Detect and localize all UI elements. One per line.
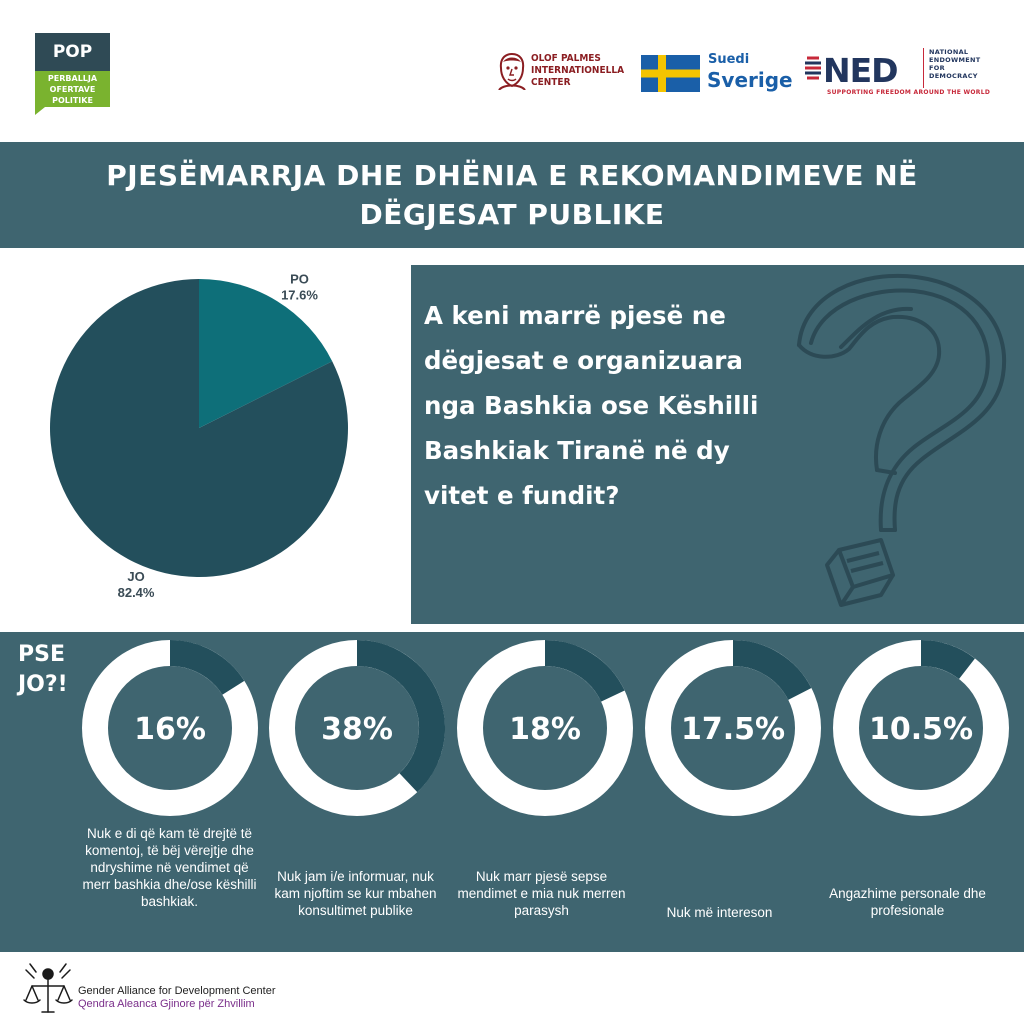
olof-palme-logo-text bbox=[531, 53, 624, 89]
reasons-title-line: PSE bbox=[18, 642, 65, 667]
donut-value-arc bbox=[545, 653, 613, 696]
pop-logo-subtitle bbox=[35, 71, 110, 107]
sweden-label-sq: Suedi bbox=[708, 52, 750, 67]
sweden-logo bbox=[641, 52, 791, 96]
pie-value-label: 17.6% bbox=[281, 287, 318, 303]
pop-logo bbox=[35, 33, 110, 113]
sweden-label-sv: Sverige bbox=[707, 68, 793, 92]
pie-category-label: JO bbox=[127, 568, 145, 584]
question-mark-icon bbox=[781, 265, 1024, 624]
ned-line: FOR bbox=[929, 64, 945, 72]
reasons-title bbox=[18, 640, 68, 700]
ned-logo bbox=[805, 46, 995, 100]
ned-line: NATIONAL bbox=[929, 48, 969, 56]
ned-globe-icon bbox=[805, 58, 821, 78]
olof-line: INTERNATIONELLA bbox=[531, 65, 625, 76]
footer bbox=[0, 952, 1024, 1024]
olof-line: OLOF PALMES bbox=[531, 53, 601, 64]
ned-divider bbox=[923, 48, 924, 88]
page-title: PJESËMARRJA DHE DHËNIA E REKOMANDIMEVE NË DËGJESAT PUBLIKE bbox=[106, 159, 918, 231]
gadc-name-en: Gender Alliance for Development Center bbox=[78, 985, 276, 997]
donut-value-arc bbox=[170, 653, 233, 688]
reasons-band bbox=[0, 632, 1024, 952]
reason-text-2: Nuk jam i/e informuar, nuk kam njoftim se kur mbahen konsultimet publike bbox=[274, 869, 437, 918]
olof-palme-portrait-icon bbox=[497, 52, 527, 90]
question-text: A keni marrë pjesë ne dëgjesat e organizuara nga Bashkia ose Këshilli Bashkiak Tiranë në dy vitet e fundit? bbox=[424, 301, 759, 510]
donut-chart-1 bbox=[95, 653, 245, 803]
donut-chart-2 bbox=[282, 653, 432, 803]
olof-palme-logo bbox=[497, 50, 627, 94]
pop-logo-line: OFERTAVE bbox=[49, 85, 96, 94]
reason-text-4: Nuk më intereson bbox=[666, 905, 773, 920]
donut-chart-4 bbox=[658, 653, 808, 803]
pie-label-jo bbox=[118, 569, 155, 600]
sweden-flag-icon bbox=[641, 55, 700, 92]
ned-logo-side-text bbox=[929, 48, 980, 80]
pie-chart-area bbox=[0, 248, 410, 624]
pop-logo-speech-tail bbox=[35, 107, 45, 115]
title-band bbox=[0, 142, 1024, 248]
ned-logo-mark-text: NED bbox=[823, 52, 898, 84]
pop-logo-line: PERBALLJA bbox=[47, 74, 98, 83]
ned-line: ENDOWMENT bbox=[929, 56, 981, 64]
header bbox=[0, 0, 1024, 142]
reason-text-5: Angazhime personale dhe profesionale bbox=[829, 886, 986, 918]
donut-percent-label: 10.5% bbox=[868, 712, 974, 747]
gadc-logo-icon bbox=[18, 960, 78, 1015]
donut-value-arc bbox=[733, 653, 800, 694]
donut-chart-5 bbox=[846, 653, 996, 803]
reasons-title-line: JO?! bbox=[18, 672, 68, 697]
ned-logo-mark bbox=[805, 52, 915, 84]
donut-percent-label: 38% bbox=[321, 712, 393, 747]
reason-text-3: Nuk marr pjesë sepse mendimet e mia nuk merren parasysh bbox=[457, 869, 626, 918]
gadc-name-sq: Qendra Aleanca Gjinore për Zhvillim bbox=[78, 998, 255, 1010]
donut-percent-label: 16% bbox=[134, 712, 206, 747]
pop-logo-title: POP bbox=[35, 33, 110, 71]
donut-chart-3 bbox=[470, 653, 620, 803]
ned-line: DEMOCRACY bbox=[929, 72, 978, 80]
ned-tagline: SUPPORTING FREEDOM AROUND THE WORLD bbox=[827, 89, 991, 96]
pop-logo-line: POLITIKE bbox=[52, 96, 93, 105]
pie-value-label: 82.4% bbox=[117, 584, 155, 600]
donut-percent-label: 17.5% bbox=[680, 712, 786, 747]
pie-label-po bbox=[281, 272, 318, 303]
donut-percent-label: 18% bbox=[509, 712, 581, 747]
pie-category-label: PO bbox=[290, 271, 309, 287]
question-panel bbox=[411, 265, 1024, 624]
participation-pie-chart bbox=[0, 248, 410, 624]
reason-text-1: Nuk e di që kam të drejtë të komentoj, të bëj vërejtje dhe ndryshime në vendimet që merr bashkia dhe/ose këshilli bashkiak. bbox=[82, 826, 257, 909]
olof-line: CENTER bbox=[531, 77, 571, 88]
